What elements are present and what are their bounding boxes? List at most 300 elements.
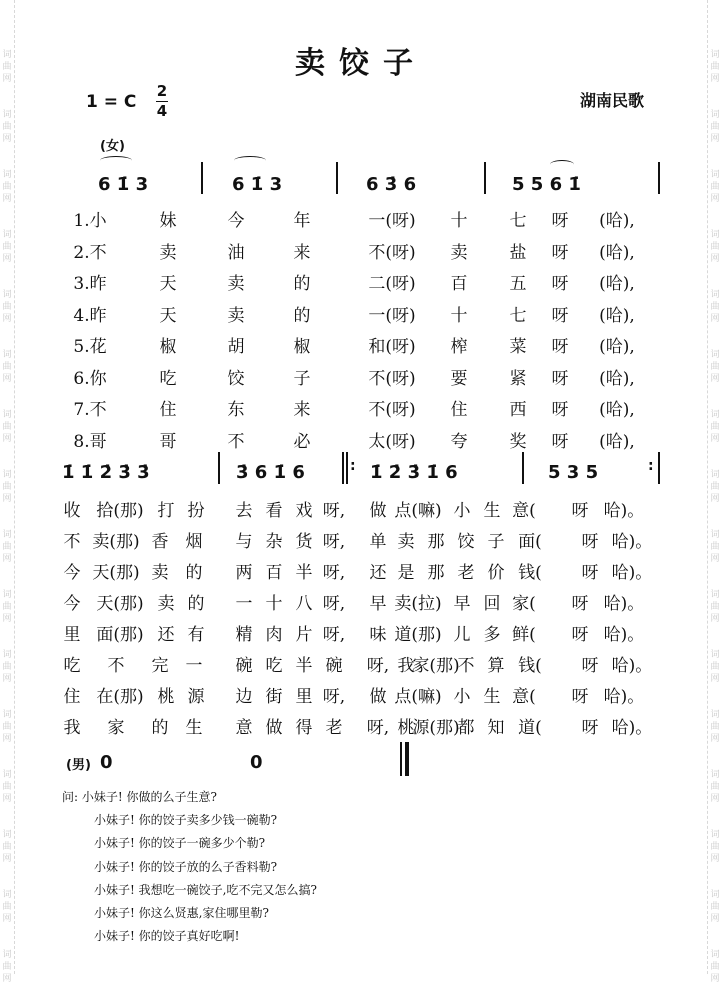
lyric-syllable: 卖 [450,242,468,263]
bar-line [336,162,338,194]
lyric-syllable: 的 [293,305,311,326]
watermark-char: 网 [710,194,720,204]
dialog-text: 小妹子! 你的饺子真好吃啊! [94,929,240,944]
lyric-syllable: 2.不 [73,242,107,263]
watermark-char: 网 [710,134,720,144]
lyric-syllable: 一 [235,594,253,614]
lyric-syllable: 呀, [322,625,346,645]
lyric-syllable: 必 [293,431,311,452]
watermark-char: 词 [710,590,720,600]
male-rest-2: 0 [250,752,263,773]
lyric-syllable: 鲜( [512,625,536,645]
repeat-start-bar [342,452,344,484]
lyric-syllable: 来 [293,400,311,420]
lyric-row [0,496,722,526]
lyric-syllable: 哈)。 [611,656,653,676]
watermark-char: 曲 [2,482,12,492]
watermark-char: 曲 [710,422,720,432]
watermark-char: 网 [2,554,12,564]
watermark-char: 曲 [710,542,720,552]
lyric-syllable: 扮 [187,501,205,521]
watermark-char: 网 [2,674,12,684]
lyric-syllable: 卖 [159,242,177,263]
measure-6: 3̇ 6 1̇ 6 [236,462,305,483]
lyric-syllable: 呀 [571,687,589,707]
lyric-syllable: 3.昨 [73,274,107,294]
lyric-syllable: 点(嘛) [394,687,442,707]
slur-3 [550,160,574,169]
watermark-char: 网 [2,614,12,624]
watermark-char: 词 [710,290,720,300]
lyric-syllable: 今 [63,594,81,614]
lyric-syllable: 卖 [227,274,245,294]
lyric-syllable: 知 [487,718,505,738]
lyric-syllable: 年 [293,211,311,231]
lyric-syllable: 意( [512,687,536,707]
lyric-syllable: 精 [235,625,253,645]
lyric-row [0,682,722,712]
watermark-char: 曲 [2,242,12,252]
watermark-char: 网 [710,614,720,624]
key-signature: 1 = C [86,92,137,112]
lyric-syllable: 卖(拉) [394,594,442,614]
lyric-syllable: 十 [450,305,468,326]
lyric-syllable: 的 [185,563,203,583]
watermark-char: 词 [710,830,720,840]
watermark-char: 网 [710,254,720,264]
lyric-syllable: 卖 [227,305,245,326]
song-title: 卖饺子 [295,46,427,81]
lyric-syllable: 今 [63,563,81,583]
lyric-syllable: 意( [512,501,536,521]
lyric-syllable: 那 [427,532,445,552]
lyric-syllable: 子 [487,532,505,552]
lyric-syllable: 老 [457,563,475,583]
lyric-syllable: 不 [457,656,475,676]
lyric-syllable: 多 [483,625,501,645]
watermark-char: 曲 [710,662,720,672]
lyric-syllable: (哈), [599,242,635,263]
watermark-char: 网 [710,74,720,84]
watermark-char: 网 [710,374,720,384]
lyric-syllable: 源(那) [412,718,460,738]
lyric-syllable: 单 [369,532,387,552]
lyric-syllable: 呀 [571,501,589,521]
watermark-char: 词 [710,950,720,960]
lyric-syllable: 1.小 [73,211,107,231]
lyric-syllable: 4.昨 [73,305,107,326]
lyric-row [0,364,722,394]
lyric-syllable: (哈), [599,368,635,389]
lyric-syllable: 我 [63,718,81,738]
lyric-syllable: 碗 [235,656,253,676]
lyric-syllable: 卖 [157,594,175,614]
lyric-syllable: 家(那) [412,656,460,676]
lyric-syllable: 不 [107,656,125,676]
watermark-char: 网 [710,974,720,984]
lyric-syllable: 在(那) [96,687,144,707]
lyric-syllable: 肉 [265,625,283,645]
lyric-syllable: 呀 [551,211,569,231]
lyric-syllable: 盐 [509,242,527,263]
lyric-row [0,395,722,425]
lyric-syllable: 半 [295,656,313,676]
lyric-syllable: 点(嘛) [394,501,442,521]
lyric-syllable: 今 [227,211,245,231]
watermark-char: 网 [2,194,12,204]
male-rest-1: 0 [100,752,113,773]
final-bar-thin [400,742,402,776]
lyric-syllable: 住 [450,400,468,420]
lyric-syllable: 五 [509,274,527,294]
watermark-char: 曲 [2,122,12,132]
lyric-syllable: 做 [369,501,387,521]
watermark-char: 词 [2,710,12,720]
lyric-syllable: 街 [265,687,283,707]
lyric-syllable: 哈)。 [611,563,653,583]
lyric-syllable: 面( [518,532,542,552]
watermark-char: 词 [710,470,720,480]
lyric-syllable: (哈), [599,400,635,420]
male-part-label: (男) [66,758,91,773]
lyric-syllable: 的 [187,594,205,614]
lyric-syllable: 面(那) [96,625,144,645]
lyric-syllable: 不(呀) [368,368,416,389]
lyric-syllable: 椒 [293,337,311,357]
watermark-char: 曲 [710,302,720,312]
lyric-syllable: 与 [235,532,253,552]
lyric-syllable: (哈), [599,274,635,294]
lyric-syllable: 5.花 [73,337,107,357]
lyric-syllable: 一(呀) [368,305,416,326]
final-bar-thick [405,742,409,776]
watermark-char: 曲 [2,962,12,972]
slur-1 [100,156,132,165]
watermark-char: 网 [2,734,12,744]
watermark-char: 词 [710,50,720,60]
lyric-syllable: 住 [63,687,81,707]
lyric-syllable: 要 [450,368,468,389]
lyric-syllable: 饺 [457,532,475,552]
lyric-syllable: 价 [487,563,505,583]
watermark-char: 曲 [710,602,720,612]
lyric-syllable: 吃 [63,656,81,676]
time-signature [156,82,168,121]
lyric-syllable: 戏 [295,501,313,521]
measure-2: 6 1̇ 3 [232,174,283,195]
lyric-syllable: 家 [107,718,125,738]
watermark-char: 词 [2,230,12,240]
lyric-syllable: 卖 [151,563,169,583]
lyric-syllable: 和(呀) [368,337,416,357]
dialog-line [62,856,317,879]
lyric-syllable: 椒 [159,337,177,357]
watermark-char: 网 [2,74,12,84]
lyric-syllable: 七 [509,305,527,326]
lyric-syllable: 呀 [551,242,569,263]
lyric-syllable: 十 [265,594,283,614]
lyric-syllable: 榨 [450,337,468,357]
lyric-syllable: 哈)。 [611,532,653,552]
lyric-syllable: 里 [63,625,81,645]
lyric-syllable: 香 [151,532,169,552]
lyric-syllable: 呀 [551,274,569,294]
lyric-syllable: 有 [187,625,205,645]
watermark-char: 网 [710,554,720,564]
watermark-char: 网 [710,434,720,444]
lyric-syllable: 的 [293,274,311,294]
lyric-syllable: 小 [453,687,471,707]
lyric-syllable: 打 [157,501,175,521]
lyric-syllable: 一(呀) [368,211,416,231]
lyric-syllable: 奖 [509,431,527,452]
dialog-line [62,879,317,902]
lyric-syllable: 生 [185,718,203,738]
song-origin: 湖南民歌 [580,91,645,110]
lyric-syllable: 呀, [366,718,390,738]
lyric-syllable: 十 [450,211,468,231]
lyric-syllable: 西 [509,400,527,420]
lyric-syllable: 呀, [322,501,346,521]
watermark-char: 词 [710,170,720,180]
lyric-syllable: 钱( [518,563,542,583]
lyric-syllable: 早 [453,594,471,614]
lyric-syllable: 呀 [551,337,569,357]
lyric-syllable: 来 [293,242,311,263]
dialog-line [62,786,317,809]
watermark-char: 网 [710,914,720,924]
lyric-syllable: 家( [512,594,536,614]
lyric-syllable: 油 [227,242,245,263]
lyric-row [0,527,722,557]
lyric-syllable: (哈), [599,431,635,452]
repeat-start-bar [346,452,348,484]
lyric-syllable: 碗 [325,656,343,676]
lyric-syllable: 还 [369,563,387,583]
watermark-char: 词 [2,650,12,660]
lyric-syllable: 哈)。 [611,718,653,738]
lyric-syllable: 做 [369,687,387,707]
lyric-syllable: 呀 [571,625,589,645]
lyric-syllable: 桃 [157,687,175,707]
lyric-syllable: 吃 [159,368,177,389]
lyric-row [0,558,722,588]
lyric-syllable: 烟 [185,532,203,552]
watermark-char: 网 [710,314,720,324]
measure-7: 1̇ 2̇ 3̇ 1̇ 6 [370,462,458,483]
lyric-syllable: 呀, [322,594,346,614]
lyric-syllable: 卖 [397,532,415,552]
watermark-char: 词 [710,650,720,660]
lyric-syllable: 我 [397,656,415,676]
watermark-char: 网 [2,794,12,804]
dialog-line [62,902,317,925]
lyric-syllable: 那 [427,563,445,583]
lyric-syllable: 味 [369,625,387,645]
dialog-text: 小妹子! 你做的么子生意? [81,790,217,804]
lyric-syllable: 算 [487,656,505,676]
lyric-syllable: 道(那) [394,625,442,645]
watermark-char: 词 [710,710,720,720]
watermark-char: 曲 [2,722,12,732]
watermark-char: 曲 [710,782,720,792]
watermark-char: 网 [2,314,12,324]
watermark-char: 曲 [2,782,12,792]
lyric-syllable: 道( [518,718,542,738]
watermark-char: 词 [2,50,12,60]
dialog-text: 小妹子! 你的饺子卖多少钱一碗勒? [94,813,278,828]
bar-line [484,162,486,194]
lyric-syllable: 还 [157,625,175,645]
watermark-char: 词 [710,230,720,240]
lyric-syllable: 8.哥 [73,431,107,452]
lyric-row [0,238,722,268]
watermark-char: 词 [710,410,720,420]
lyric-syllable: 夸 [450,431,468,452]
watermark-char: 曲 [2,842,12,852]
lyric-syllable: 卖(那) [92,532,140,552]
lyric-syllable: 胡 [227,337,245,357]
bar-line [658,162,660,194]
repeat-end-dots: : [648,458,654,474]
right-watermark-strip [707,0,722,984]
watermark-char: 词 [2,410,12,420]
measure-1: 6 1̇ 3 [98,174,149,195]
lyric-syllable: 哈)。 [603,625,645,645]
lyric-syllable: 半 [295,563,313,583]
lyric-syllable: 呀 [581,656,599,676]
lyric-syllable: 是 [397,563,415,583]
lyric-syllable: 百 [450,274,468,294]
lyric-syllable: 收 [63,501,81,521]
lyric-syllable: 哥 [159,431,177,452]
watermark-char: 曲 [2,902,12,912]
watermark-char: 网 [2,434,12,444]
dialog-text: 小妹子! 你这么贤惠,家住哪里勒? [94,905,269,920]
lyric-row [0,206,722,236]
watermark-char: 曲 [2,62,12,72]
time-signature-bottom: 4 [156,102,168,120]
lyric-syllable: 一 [185,656,203,676]
lyric-syllable: 饺 [227,368,245,389]
watermark-char: 词 [2,350,12,360]
watermark-char: 网 [710,794,720,804]
lyric-syllable: 生 [483,501,501,521]
watermark-char: 网 [710,674,720,684]
watermark-char: 词 [2,890,12,900]
watermark-char: 网 [710,854,720,864]
watermark-char: 曲 [710,722,720,732]
lyric-syllable: 七 [509,211,527,231]
watermark-char: 曲 [710,182,720,192]
lyric-syllable: 得 [295,718,313,738]
lyric-row [0,427,722,457]
time-signature-top: 2 [156,82,168,100]
lyric-syllable: 源 [187,687,205,707]
watermark-char: 网 [2,974,12,984]
watermark-char: 词 [2,530,12,540]
watermark-char: 网 [2,494,12,504]
lyric-syllable: 钱( [518,656,542,676]
watermark-char: 网 [2,854,12,864]
watermark-char: 网 [2,374,12,384]
watermark-char: 曲 [710,362,720,372]
lyric-syllable: (哈), [599,211,635,231]
repeat-start-dots: : [350,458,356,474]
lyric-row [0,620,722,650]
lyric-syllable: 呀, [322,532,346,552]
lyric-syllable: 呀 [551,368,569,389]
lyric-row [0,301,722,331]
lyric-syllable: 回 [483,594,501,614]
watermark-char: 曲 [710,482,720,492]
watermark-char: 曲 [2,662,12,672]
dialog-text: 小妹子! 我想吃一碗饺子,吃不完又怎么搞? [94,882,317,897]
lyric-syllable: 儿 [453,625,471,645]
watermark-char: 曲 [2,542,12,552]
measure-8: 5 3 5 [548,462,599,483]
lyric-syllable: 生 [483,687,501,707]
watermark-char: 词 [2,770,12,780]
lyric-syllable: 货 [295,532,313,552]
lyric-syllable: 天(那) [96,594,144,614]
watermark-char: 词 [2,830,12,840]
lyric-syllable: 妹 [159,211,177,231]
lyric-syllable: 早 [369,594,387,614]
lyric-syllable: 紧 [509,368,527,389]
female-part-label: (女) [100,139,125,154]
left-watermark-strip [0,0,15,984]
lyric-syllable: 呀, [366,656,390,676]
lyric-syllable: 都 [457,718,475,738]
watermark-char: 词 [2,590,12,600]
lyric-syllable: 呀 [581,532,599,552]
watermark-char: 词 [2,950,12,960]
lyric-syllable: 天 [159,305,177,326]
lyric-syllable: 桃 [397,718,415,738]
lyric-syllable: 片 [295,625,313,645]
watermark-char: 曲 [2,422,12,432]
lyric-syllable: 菜 [509,337,527,357]
lyric-syllable: 不 [227,431,245,452]
repeat-end-bar [658,452,660,484]
lyric-syllable: 不 [63,532,81,552]
watermark-char: 词 [2,110,12,120]
lyric-row [0,332,722,362]
lyric-syllable: 呀 [551,431,569,452]
lyric-syllable: 百 [265,563,283,583]
watermark-char: 曲 [2,362,12,372]
lyric-syllable: 住 [159,400,177,420]
lyric-syllable: 呀 [551,400,569,420]
slur-2 [234,156,266,165]
watermark-char: 词 [710,350,720,360]
lyric-syllable: 不(呀) [368,242,416,263]
lyric-syllable: 两 [235,563,253,583]
lyric-syllable: 不(呀) [368,400,416,420]
watermark-char: 词 [710,770,720,780]
lyric-syllable: 6.你 [73,368,107,389]
dialog-line [62,925,317,948]
watermark-char: 词 [710,530,720,540]
lyric-syllable: 7.不 [73,400,107,420]
watermark-char: 词 [2,290,12,300]
watermark-char: 曲 [710,242,720,252]
lyric-syllable: 呀 [551,305,569,326]
lyric-syllable: 做 [265,718,283,738]
bar-line [218,452,220,484]
lyric-syllable: 子 [293,368,311,389]
